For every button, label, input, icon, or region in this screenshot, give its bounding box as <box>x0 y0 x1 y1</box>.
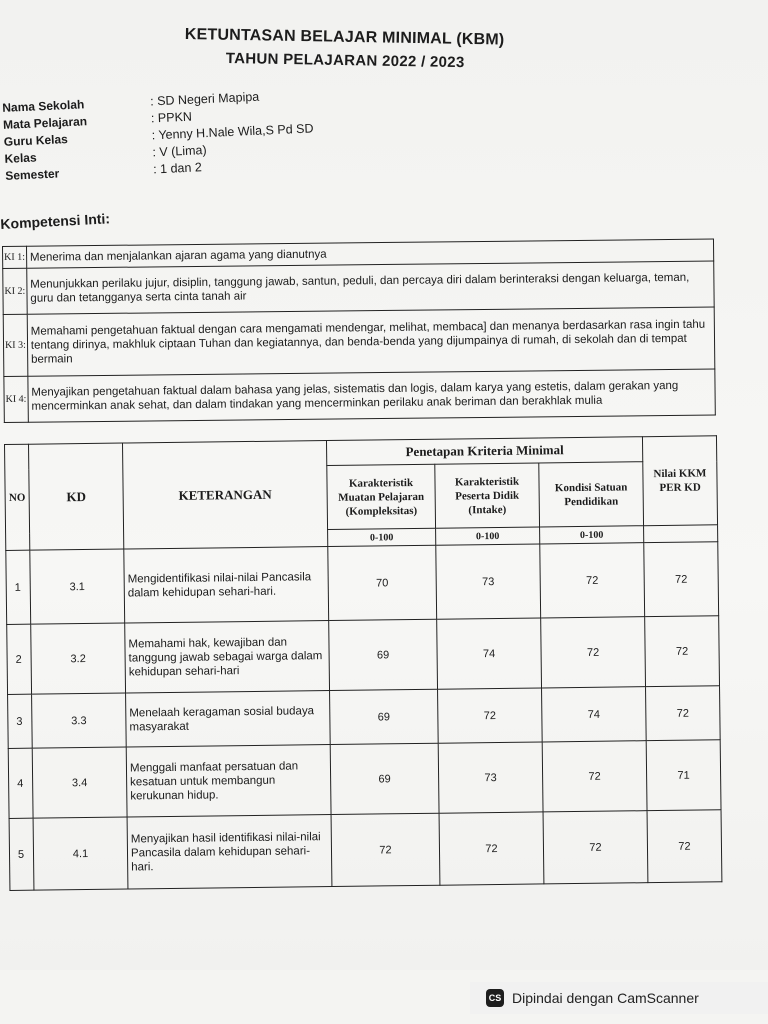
header-kompleksitas: Karakteristik Muatan Pelajaran (Kompleksitas) <box>327 464 436 529</box>
info-value: : PPKN <box>150 109 193 126</box>
cell-no: 4 <box>8 748 33 818</box>
cell-keterangan: Mengidentifikasi nilai-nilai Pancasila dalam kehidupan sehari-hari. <box>124 547 329 623</box>
range-label: 0-100 <box>540 526 644 544</box>
cell-intake: 73 <box>436 544 541 619</box>
header-kkm: Nilai KKM PER KD <box>642 436 717 526</box>
cell-keterangan: Menelaah keragaman sosial budaya masyarakat <box>126 691 331 747</box>
cell-keterangan: Menyajikan hasil identifikasi nilai-nilai Pancasila dalam kehidupan sehari-hari. <box>127 815 332 889</box>
cell-kompleksitas: 69 <box>329 619 438 690</box>
identity-block <box>0 82 423 185</box>
table-row <box>7 616 720 695</box>
cell-no: 1 <box>6 550 31 624</box>
info-value: : 1 dan 2 <box>152 160 203 177</box>
range-empty <box>644 525 718 543</box>
cell-kd: 3.3 <box>32 693 127 748</box>
cell-kompleksitas: 69 <box>330 743 439 814</box>
table-row <box>8 740 721 819</box>
info-label: Guru Kelas <box>3 132 69 149</box>
info-value: : V (Lima) <box>152 143 207 160</box>
cell-intake: 74 <box>437 618 542 689</box>
header-penetapan: Penetapan Kriteria Minimal <box>326 437 642 466</box>
header-kd: KD <box>29 443 124 550</box>
ki-text: Menyajikan pengetahuan faktual dalam bahasa yang jelas, sistematis dan logis, dalam karya yang estetis, dalam gerakan yang mencerminkan anak sehat, dan dalam tindakan yang mencerminkan perilaku anak beriman dan berakhlak mulia <box>28 369 716 422</box>
info-value: : SD Negeri Mapipa <box>149 89 260 109</box>
info-label: Semester <box>5 166 60 183</box>
cell-satuan: 72 <box>543 811 648 884</box>
doc-subtitle: TAHUN PELAJARAN 2022 / 2023 <box>225 50 465 72</box>
camscanner-icon: CS <box>486 989 504 1007</box>
cell-intake: 73 <box>438 742 543 813</box>
cell-no: 5 <box>9 818 34 890</box>
cell-keterangan: Menggali manfaat persatuan dan kesatuan untuk membangun kerukunan hidup. <box>126 745 331 817</box>
table-row <box>6 542 719 625</box>
kkm-table <box>4 435 722 891</box>
cell-satuan: 72 <box>540 543 645 618</box>
kompetensi-inti-table <box>2 239 716 423</box>
cell-kompleksitas: 70 <box>328 545 437 620</box>
ki-code: KI 2: <box>3 268 27 314</box>
cell-kkm: 72 <box>647 810 722 883</box>
kompetensi-inti-heading: Kompetensi Inti: <box>0 210 111 232</box>
ki-row <box>3 307 715 376</box>
cell-no: 3 <box>8 694 33 748</box>
table-row <box>8 686 721 749</box>
cell-kompleksitas: 69 <box>330 689 439 744</box>
ki-text: Memahami pengetahuan faktual dengan cara mengamati mendengar, melihat, membaca] dan menanya berdasarkan rasa ingin tahu tentang dirinya, makhluk ciptaan Tuhan dan kegiatannya, dan benda-benda yang dijumpainya di rumah, di sekolah dan di tempat bermain <box>27 307 715 376</box>
cell-kompleksitas: 72 <box>331 813 440 886</box>
cell-kkm: 72 <box>646 686 721 741</box>
header-keterangan: KETERANGAN <box>122 441 327 549</box>
ki-code: KI 3: <box>3 314 27 376</box>
ki-code: KI 4: <box>4 376 28 422</box>
cell-intake: 72 <box>439 812 544 885</box>
cell-kd: 3.1 <box>30 549 125 624</box>
table-row <box>9 810 722 891</box>
cell-kkm: 71 <box>646 740 721 811</box>
ki-code: KI 1: <box>3 246 27 268</box>
info-label: Mata Pelajaran <box>2 114 88 132</box>
header-satuan: Kondisi Satuan Pendidikan <box>539 462 644 527</box>
header-intake: Karakteristik Peserta Didik (Intake) <box>435 463 540 528</box>
doc-title: KETUNTASAN BELAJAR MINIMAL (KBM) <box>184 26 505 49</box>
cell-keterangan: Memahami hak, kewajiban dan tanggung jawab sebagai warga dalam kehidupan sehari-hari <box>125 621 330 693</box>
cell-kkm: 72 <box>645 616 720 687</box>
cell-satuan: 72 <box>541 617 646 688</box>
cell-kd: 3.2 <box>31 623 126 694</box>
cell-no: 2 <box>7 624 32 694</box>
cell-kd: 4.1 <box>33 817 128 890</box>
ki-row <box>4 369 715 422</box>
cell-satuan: 72 <box>542 741 647 812</box>
header-no: NO <box>5 444 30 550</box>
cell-satuan: 74 <box>542 687 647 742</box>
ki-text: Menerima dan menjalankan ajaran agama yang dianutnya <box>26 239 713 268</box>
info-value: : Yenny H.Nale Wila,S Pd SD <box>151 121 314 143</box>
cell-kkm: 72 <box>644 542 719 617</box>
range-label: 0-100 <box>328 528 436 546</box>
camscanner-watermark <box>470 982 768 1014</box>
info-label: Kelas <box>4 150 37 166</box>
ki-row <box>3 261 714 314</box>
camscanner-text: Dipindai dengan CamScanner <box>512 990 699 1006</box>
cell-intake: 72 <box>438 688 543 743</box>
info-label: Nama Sekolah <box>2 97 85 115</box>
cell-kd: 3.4 <box>32 747 127 818</box>
ki-text: Menunjukkan perilaku jujur, disiplin, tanggung jawab, santun, peduli, dan percaya diri dalam berinteraksi dengan keluarga, teman, guru dan tetangganya serta cinta tanah air <box>27 261 715 314</box>
range-label: 0-100 <box>436 527 540 545</box>
